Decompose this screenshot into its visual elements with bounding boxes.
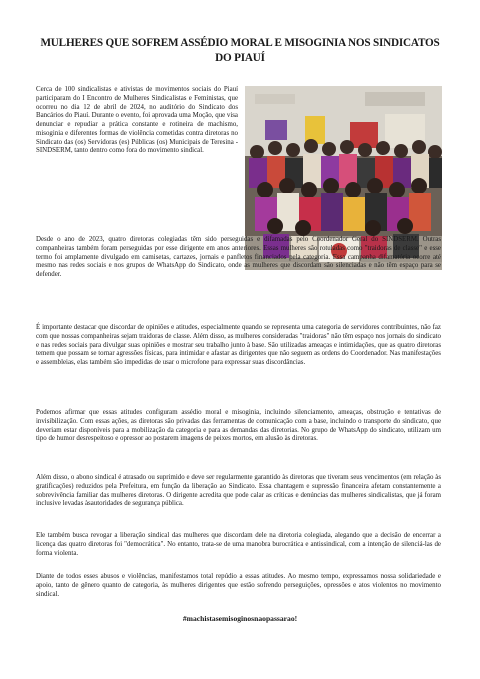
page-title: MULHERES QUE SOFREM ASSÉDIO MORAL E MISOGINIA NOS SINDICATOS DO PIAUÍ	[40, 37, 440, 64]
paragraph-persecution: Desde o ano de 2023, quatro diretoras colegiadas têm sido perseguidas e difamadas pelo Coordenador Geral do SINDSERM. Outras companheiras também foram perseguidas por esse dirigente em anos anteriores. Essas mulheres são rotuladas como "traidoras de classe" e esse termo foi amplamente divulgado em camisetas, cartazes, jornais e panfletos financiados pela categoria. Essa campanha difamatória ocorre até mesmo nas redes sociais e nos grupos de WhatsApp do Sindicato, onde as mulheres que discordam são silenciadas e não têm espaço para se defender.	[36, 236, 441, 278]
hashtag: #machistasemisoginosnaopassarao!	[182, 614, 298, 623]
paragraph-revocation: Ele também busca revogar a liberação sindical das mulheres que discordam dele na diretoria colegiada, alegando que a decisão de encerrar a licença das quatro diretoras foi "democrática". No entanto, trata-se de uma manobra burocrática e antissindical, com a intenção de silenciá-las de forma violenta.	[36, 532, 441, 557]
paragraph-financial: Além disso, o abono sindical é atrasado ou suprimido e deve ser regularmente garantido às diretoras que tiveram seus vencimentos (em relação às gratificações) reduzidos pela Prefeitura, em função da liberação ao Sindicato. Essa chantagem e supressão financeira afetam constantemente a sobrevivência familiar das mulheres diretoras. O dirigente acredita que pode calar as críticas e denúncias das mulheres sindicalistas, que já foram inclusive levadas àsautoridades de segurança pública.	[36, 474, 441, 508]
paragraph-solidarity: Diante de todos esses abusos e violências, manifestamos total repúdio a essas atitudes. Ao mesmo tempo, expressamos nossa solidariedade e apoio, tanto de gênero quanto de categoria, às mulheres dirigentes que estão sofrendo perseguições, opressões e atos violentos no movimento sindical.	[36, 573, 441, 598]
paragraph-intro: Cerca de 100 sindicalistas e ativistas de movimentos sociais do Piauí participaram do I Encontro de Mulheres Sindicalistas e Feministas, que ocorreu no dia 12 de abril de 2024, no auditório do Sindicato dos Bancários do Piauí. Durante o evento, foi aprovada uma Moção, que visa denunciar e repudiar a prática constante e rotineira de machismo, misoginia e diferentes formas de violência cometidas contra diretoras no Sindicato das (os) Servidoras (es) Públicas (os) Municipais de Teresina - SINDSERM, tanto dentro como fora do movimento sindical.	[36, 86, 238, 155]
paragraph-dissent: É importante destacar que discordar de opiniões e atitudes, especialmente quando se representa uma categoria de servidores contribuintes, não faz com que nossas companheiras sejam traidoras de classe. Além disso, as mulheres consideradas "traidoras" não têm espaço nos jornais do sindicato e nas redes sociais para divulgar suas opiniões e mostrar seu trabalho junto à base. São utilizadas ameaças e intimidações, que as quatro diretoras temem que possam se tornar agressões físicas, para intimidar e afastar as dirigentes que não seguem as ordens do Coordenador. Nas manifestações e assembleias, elas também são impedidas de usar o microfone para expressar suas discordâncias.	[36, 324, 441, 366]
paragraph-harassment: Podemos afirmar que essas atitudes configuram assédio moral e misoginia, incluindo silenciamento, ameaças, obstrução e tentativas de invisibilização. Com essas ações, as diretoras são privadas das ferramentas de comunicação com a base, incluindo o transporte do sindicato, que deveriam estar disponíveis para a mobilização da categoria e para as demandas das diretorias. No grupo de WhatsApp do sindicato, utilizam um tipo de humor desrespeitoso e opressor ao postarem imagens de peixes mortos, em alusão às diretoras.	[36, 409, 441, 443]
